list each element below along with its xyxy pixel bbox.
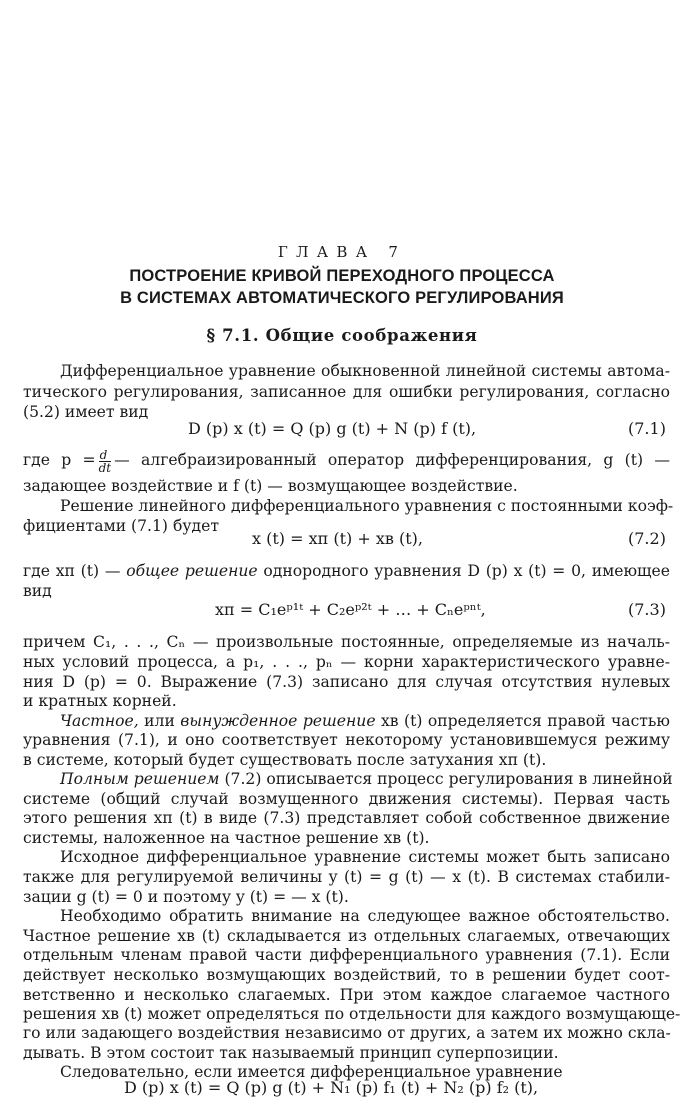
paragraph-line: (5.2) имеет вид (23, 403, 149, 421)
paragraph-line: тического регулирования, записанное для ошибки регулирования, согласно (23, 383, 670, 401)
paragraph-line (23, 561, 670, 582)
paragraph-line (60, 711, 670, 732)
equation-formula: D (p) x (t) = Q (p) g (t) + N₁ (p) f₁ (t) + N₂ (p) f₂ (t), (124, 1078, 539, 1097)
fraction-denominator: dt (98, 460, 112, 475)
paragraph-line: ния D (p) = 0. Выражение (7.3) записано для случая отсутствия нулевых (23, 673, 670, 691)
chapter-title-line-1: ПОСТРОЕНИЕ КРИВОЙ ПЕРЕХОДНОГО ПРОЦЕССА (129, 267, 555, 285)
paragraph-line: Дифференциальное уравнение обыкновенной линейной системы автома- (60, 362, 670, 380)
paragraph-line: действует несколько возмущающих воздействий, то в решении будет соот- (23, 966, 670, 984)
italic-term: Полным решением (60, 770, 220, 788)
paragraph-line: задающее воздействие и f (t) — возмущающее воздействие. (23, 477, 518, 495)
text-fragment: — алгебраизированный оператор дифференцирования, g (t) — (114, 451, 670, 469)
paragraph-line: вид (23, 582, 52, 600)
paragraph-line: и кратных корней. (23, 692, 177, 710)
text-fragment: (7.2) описывается процесс регулирования в линейной (224, 770, 673, 788)
italic-term: общее решение (126, 562, 258, 580)
paragraph-line: Следовательно, если имеется дифференциальное уравнение (60, 1063, 563, 1081)
equation-7-1 (0, 418, 684, 440)
paragraph-line: уравнения (7.1), и оно соответствует некоторому установившемуся режиму (23, 731, 670, 749)
paragraph-line: причем C₁, . . ., Cₙ — произвольные постоянные, определяемые из началь- (23, 633, 670, 651)
paragraph-line: системе (общий случай возмущенного движения системы). Первая часть (23, 790, 670, 808)
italic-term: вынужденное решение (180, 712, 376, 730)
fraction-numerator: d (99, 449, 112, 462)
paragraph-line: го или задающего воздействия независимо от других, а затем их можно скла- (23, 1024, 671, 1042)
text-fragment: где xп (t) — (23, 562, 121, 580)
text-fragment: xв (t) определяется правой частью (381, 712, 670, 730)
paragraph-line: также для регулируемой величины y (t) = g (t) — x (t). В системах стабили- (23, 868, 670, 886)
paragraph-line: отдельным членам правой части дифференциального уравнения (7.1). Если (23, 946, 670, 964)
paragraph-line: фициентами (7.1) будет (23, 517, 219, 535)
paragraph-line (60, 769, 673, 790)
section-heading: § 7.1. Общие соображения (206, 326, 478, 345)
text-fragment: или (144, 712, 175, 730)
paragraph-line: Решение линейного дифференциального уравнения с постоянными коэф- (60, 497, 674, 515)
paragraph-line: ветственно и несколько слагаемых. При этом каждое слагаемое частного (23, 986, 670, 1004)
equation-7-2 (0, 528, 684, 550)
equation-formula: x (t) = xп (t) + xв (t), (252, 529, 423, 548)
paragraph-line: системы, наложенное на частное решение xв (t). (23, 829, 430, 847)
text-fragment: где (23, 451, 50, 469)
chapter-title-line-2: В СИСТЕМАХ АВТОМАТИЧЕСКОГО РЕГУЛИРОВАНИЯ (120, 289, 564, 307)
equation-number: (7.2) (628, 529, 666, 548)
equation-superposition (0, 1077, 684, 1099)
paragraph-line: в системе, который будет существовать после затухания xп (t). (23, 751, 547, 769)
text-fragment: p = (61, 451, 96, 469)
italic-term: Частное, (60, 712, 139, 730)
paragraph-line: Частное решение xв (t) складывается из отдельных слагаемых, отвечающих (23, 927, 670, 945)
paragraph-line: Исходное дифференциальное уравнение системы может быть записано (60, 848, 670, 866)
equation-number: (7.1) (628, 419, 666, 438)
paragraph-line: Необходимо обратить внимание на следующее важное обстоятельство. (60, 907, 670, 925)
derivative-fraction (99, 449, 112, 474)
equation-formula: D (p) x (t) = Q (p) g (t) + N (p) f (t), (188, 419, 477, 438)
chapter-label: ГЛАВА 7 (277, 243, 407, 261)
paragraph-line (23, 447, 670, 473)
paragraph-line: зации g (t) = 0 и поэтому y (t) = — x (t). (23, 888, 349, 906)
equation-formula: xп = C₁eᵖ¹ᵗ + C₂eᵖ²ᵗ + … + Cₙeᵖⁿᵗ, (215, 600, 486, 619)
equation-7-3 (0, 599, 684, 621)
text-fragment: однородного уравнения D (p) x (t) = 0, имеющее (263, 562, 670, 580)
paragraph-line: дывать. В этом состоит так называемый принцип суперпозиции. (23, 1044, 559, 1062)
paragraph-line: решения xв (t) может определяться по отдельности для каждого возмущающе- (23, 1005, 681, 1023)
paragraph-line: этого решения xп (t) в виде (7.3) представляет собой собственное движение (23, 809, 670, 827)
equation-number: (7.3) (628, 600, 666, 619)
paragraph-line: ных условий процесса, а p₁, . . ., pₙ — корни характеристического уравне- (23, 653, 670, 671)
